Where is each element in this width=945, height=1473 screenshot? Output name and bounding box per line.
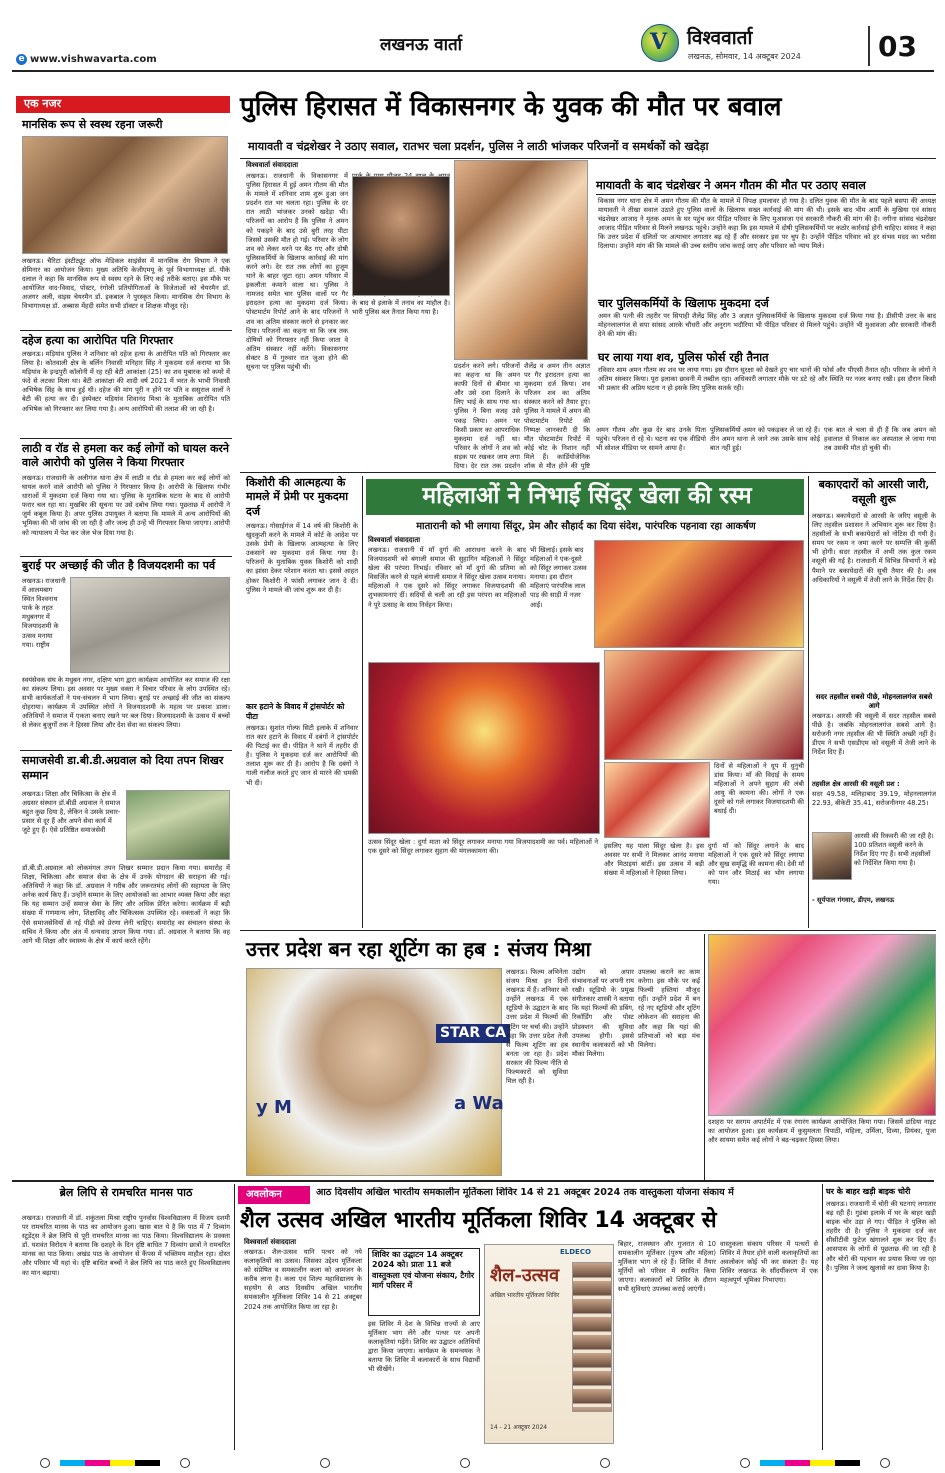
mayawati-headline: मायावती के बाद चंद्रशेखर ने अमन गौतम की मौत पर उठाए सवाल	[596, 178, 866, 192]
main-bottom-rule	[240, 472, 936, 473]
s2-body: लखनऊ। मड़ियांव पुलिस ने शनिवार को दहेज हत्या के आरोपित पति को गिरफ्तार कर लिया है। कोतवाली क्षेत्र के बर्लिन निवासी मनिहार सिंह ने मुकदमा दर्ज कराया था कि मड़ियांव के इन्द्रपुरी कॉलोनी में रह रही बेटी आकांक्षा (25) का शव मुबारक को कमरे में फंदे से लटका मिला था। बेटी आकांक्षा की शादी वर्ष 2021 में भरत के भाभी निवासी अभिषेक सिंह के साथ हुई थी। दहेज की मांग पूरी न होने पर पति व ससुराल वालों ने बेटी की हत्या कर दी। इंस्पेक्टर मड़ियांव शिवानंद मिश्रा के मुताबिक आरोपित पति अभिषेक को गिरफ्तार कर लिया गया है। अन्य आरोपियों की तलाश की जा रही है।	[22, 350, 230, 413]
bottom-headline: शैल उत्सव अखिल भारतीय मूर्तिकला शिविर 14 अक्टूबर से	[240, 1208, 717, 1233]
color-bar-2	[760, 1460, 860, 1466]
bottom-byline: विश्ववार्ता संवाददाता	[244, 1238, 297, 1246]
main-col2: के बाद से इलाके में तनाव का माहौल है। भारी पुलिस बल तैनात किया गया है।	[352, 299, 450, 317]
ghar-kar-headline: घर के बाहर खड़ी बाइक चोरी	[826, 1186, 911, 1196]
ghar-kar-body: लखनऊ। राजधानी में चोरी की घटनाएं लगातार बढ़ रही हैं। गुडंबा इलाके में घर के बाहर खड़ी बाइक चोर उड़ा ले गए। पीड़ित ने पुलिस को तहरीर दी है। पुलिस ने मुकदमा दर्ज कर सीसीटीवी फुटेज खंगालने शुरू कर दिए हैं। आसपास के लोगों से पूछताछ की जा रही है और चोरों की पहचान का प्रयास किया जा रहा है। पुलिस ने जल्द खुलासे का दावा किया है।	[826, 1200, 936, 1272]
bottom-col1: लखनऊ। शैल-उत्सव यानि पत्थर को नये कलाकृतियों का उत्सव। जिसका उद्देश्य मूर्तिकला को संप्रेषित व समकालीन कला को आमजन के करीब लाना है। कला एवं शिल्प महाविद्यालय के सहयोग से आठ दिवसीय अखिल भारतीय समकालीन मूर्तिकला शिविर 14 से 21 अक्टूबर 2024 तक आयोजित किया जा रहा है।	[244, 1248, 362, 1311]
main-sub-rule	[240, 158, 936, 159]
s4-photo	[70, 577, 230, 673]
dandiya-photo	[708, 934, 936, 1116]
dm-photo	[812, 832, 852, 880]
poster-title: शैल-उत्सव	[490, 1265, 560, 1286]
four-cops-body: अमन की पत्नी की तहरीर पर सिपाही शैलेंद्र सिंह और 3 अज्ञात पुलिसकर्मियों के खिलाफ मुकदमा दर्ज किया गया है। डीसीपी उत्तर के बाद मोहनलालगंज से सपा सांसद आरके चौधरी और अनुराग भदौरिया भी पीड़ित परिवार से मिलने पहुंचे। उन्होंने भी मुआवजा और सरकारी नौकरी देने की मांग की।	[598, 312, 936, 339]
left-rule-4	[20, 750, 232, 751]
kishori-body: लखनऊ। गोसाईगंज में 14 वर्ष की किशोरी के खुदकुशी करने के मामले में कोर्ट के आदेश पर उसके प्रेमी के खिलाफ आत्महत्या के लिए उकसाने का मुकदमा दर्ज किया गया है। परिजनों के मुताबिक युवक किशोरी को शादी का झांसा देकर परेशान करता था। इससे आहत होकर किशोरी ने फांसी लगाकर जान दे दी। पुलिस ने मामले की जांच शुरू कर दी है।	[246, 522, 358, 594]
ek-nazar-tag: एक नजर	[16, 96, 230, 113]
bottom-strap: आठ दिवसीय अखिल भारतीय समकालीन मूर्तिकला शिविर 14 से 21 अक्टूबर 2024 तक वास्तुकला योजना संकाय में	[316, 1187, 734, 1198]
s1-body: लखनऊ। चैरिटा इंस्टीट्यूट ऑफ मेडिकल साइंसेस में मानसिक रोग विभाग ने एक सेमिनार का आयोजन किया। मुख्य अतिथि केजीएमयू के पूर्व विभागाध्यक्ष डॉ. पीके दलाल ने कहा कि मानसिक रूप से स्वस्थ रहने के लिए कई तरीके बताए। इस मौके पर आयोजित वाद-विवाद, पोस्टर, रंगोली प्रतियोगिताओं के विजेताओं को चेयरमैन डॉ. अजगर अली, वाइस चेयरमैन डॉ. इकबाल ने पुरस्कृत किया। मानसिक रोग विभाग के विभागाध्यक्ष डॉ. अब्बास मेंहदी समेत सभी डॉक्टर व शिक्षक मौजूद रहे।	[22, 257, 230, 311]
sindoor-headline: महिलाओं ने निभाई सिंदूर खेला की रस्म	[422, 483, 752, 509]
bakayedar-sub-headline: सदर तहसील सबसे पीछे, मोहनलालगंज सबसे आगे	[815, 692, 933, 711]
s5-body: डॉ.बी.डी.अग्रवाल को लोकमंगल तपन शिखर सम्मान प्रदान किया गया। समारोह में शिक्षा, चिकित्सा और समाज सेवा के क्षेत्र में उनके योगदान की सराहना की गई। अतिथियों ने कहा कि डॉ. अग्रवाल ने गरीब और जरूरतमंद लोगों की सहायता के लिए अनेक कार्य किए हैं। उन्होंने सम्मान के लिए आयोजकों का आभार व्यक्त किया और कहा कि यह सम्मान उन्हें समाज सेवा के लिए और अधिक प्रेरित करेगा। कार्यक्रम में बड़ी संख्या में गणमान्य लोग, शिक्षाविद् और चिकित्सक उपस्थित रहे। वक्ताओं ने कहा कि ऐसे समाजसेवियों से नई पीढ़ी को प्रेरणा लेनी चाहिए। समारोह का संचालन संस्था के सचिव ने किया और अंत में धन्यवाद ज्ञापन किया गया। डॉ. अग्रवाल ने बताया कि वह आगे भी शिक्षा और स्वास्थ्य के क्षेत्र में कार्य करते रहेंगे।	[22, 864, 230, 945]
sindoor-col5: दुर्गा माँ को सिंदूर लगाने के बाद महिलाओं ने एक दूसरे को सिंदूर लगाया और सुख समृद्धि की कामना की। देवी माँ को पान और मिठाई का भोग लगाया गया।	[708, 842, 804, 887]
bakayedar-quote-by: - सूर्यपाल गंगवार, डीएम, लखनऊ	[812, 896, 895, 904]
s4-body: स्वयंसेवक संघ के मधुबन नगर, दक्षिण भाग द्वारा कार्यक्रम आयोजित कर समाज की रक्षा का संकल्प लिया। इस अवसर पर मुख्य वक्ता ने विचार परिवार के लोग उपस्थित रहे। सभी कार्यकर्ताओं ने पथ-संचलन में भाग लिया। बुराई पर अच्छाई की जीत का संकल्प दोहराया। कार्यक्रम में उपस्थित लोगों ने विजयादशमी के महत्व पर प्रकाश डाला। अतिथियों ने समाज में एकता बनाए रखने पर बल दिया। विजयादशमी के उत्सव में बच्चों से लेकर बुजुर्गों तक ने हिस्सा लिया और देश सेवा का संकल्प लिया।	[22, 676, 230, 730]
reg-mark-2	[180, 1458, 190, 1468]
bottom-col3: बिहार, राजस्थान और गुजरात से 10 समकालीन मूर्तिकार (पुरुष और महिला) मूर्तिकार भाग ले रहे हैं। शिविर में तैयार मूर्तियों को परिसर में स्थापित किया जाएगा। कलाकारों को शिविर के दौरान सभी सुविधाएं उपलब्ध कराई जाएंगी।	[618, 1240, 716, 1294]
website-url[interactable]: www.vishwavarta.com	[30, 54, 157, 65]
ghar-laya-body: रविवार शाम अमन गौतम का शव घर लाया गया। इस दौरान सुरक्षा को देखते हुए चार थानों की फोर्स और पीएसी तैनात रही। परिवार के लोगों ने अंतिम संस्कार किया। पूरा इलाका छावनी में तब्दील रहा। अधिकारी लगातार मौके पर डटे रहे और स्थिति पर नजर बनाए रखी। इस दौरान किसी भी प्रकार की अप्रिय घटना न हो इसके लिए पुलिस सतर्क रही।	[598, 366, 936, 393]
sindoor-col3: दिनों से महिलाओं ने धूप में धुनुची डांस किया। माँ की विदाई के समय महिलाओं ने अपने सुहाग की लंबी आयु की कामना की। लोगों ने एक दूसरे को गले लगाकर विजयादशमी की बधाई दी।	[714, 762, 804, 816]
sindoor-photo-top	[594, 540, 804, 648]
brand-name: विश्ववार्ता	[687, 27, 753, 49]
sindoor-photo-small	[604, 762, 710, 838]
left-rule-1	[20, 330, 232, 331]
main-subhead: मायावती व चंद्रशेखर ने उठाए सवाल, रातभर चला प्रदर्शन, पुलिस ने लाठी भांजकर परिजनों व समर्थकों को खदेड़ा	[248, 140, 709, 153]
website-icon: e	[16, 54, 27, 65]
kishori-vrule	[362, 476, 363, 928]
left-rule-2	[20, 438, 232, 439]
reg-mark-3	[320, 1458, 330, 1468]
mayawati-body: विकास नगर थाना क्षेत्र में अमन गौतम की मौत के मामले में विपक्ष हमलावर हो गया है। दलित युवक की मौत के बाद पहले बसपा की अध्यक्ष मायावती ने तीखा सवाल उठाते हुए पुलिस वालों के खिलाफ सख्त कार्रवाई की मांग की थी। इसके बाद भीम आर्मी के मुखिया एवं सांसद चंद्रशेखर आजाद ने मृतक अमन के घर पहुंच कर पीड़ित परिवार के लिए मुआवजा एवं सरकारी नौकरी की मांग की है। नगीना सांसद चंद्रशेखर आजाद पीड़ित परिवार से मिलने लखनऊ पहुंचे। उन्होंने कहा कि इस मामले में दोषी पुलिसकर्मियों पर कठोर कार्रवाई होनी चाहिए। सांसद ने कहा कि उत्तर प्रदेश में दलितों पर अत्याचार लगातार बढ़ रहे हैं और सरकार इस पर चुप है। उन्होंने पीड़ित परिवार को हर संभव मदद का भरोसा दिलाया। उन्होंने मांग की कि मामले की उच्च स्तरीय जांच कराई जाए और परिवार को न्याय मिले।	[598, 197, 936, 251]
main-col1: लखनऊ। राजधानी के विकासनगर में पुलिस हिरासत में हुई अमन गौतम की मौत के मामले में शनिवार शाम शुरू हुआ जन प्रदर्शन रात भर चलता रहा। पुलिस के दर रात लाठी भांजकर उनको खदेड़ा भी। परिजनों का आरोप है कि पुलिस ने अमन को पकड़ने के बाद उसे बुरी तरह पीटा जिससे उसकी मौत हो गई। परिवार के लोग शव को लेकर धरने पर बैठ गए और दोषी पुलिसकर्मियों के खिलाफ कार्रवाई की मांग करने लगे। देर रात तक लोगों का हुजूम थाने के बाहर जुटा रहा। अमन परिवार में इकलौता कमाने वाला था। पुलिस ने नामजद समेत चार पुलिस वालों पर गैर इरादतन हत्या का मुकदमा दर्ज किया। पोस्टमार्टम रिपोर्ट आने के बाद परिजनों ने शव का अंतिम संस्कार करने से इनकार कर दिया। परिजनों का कहना था कि जब तक दोषियों को गिरफ्तार नहीं किया जाता वे अंतिम संस्कार नहीं करेंगे। विकासनगर सेक्टर 8 में गुरुवार रात जुआ होने की सूचना पर पुलिस पहुंची थी।	[246, 172, 348, 371]
poster-sub: अखिल भारतीय मूर्तिकला शिविर	[490, 1292, 560, 1299]
main-headline: पुलिस हिरासत में विकासनगर के युवक की मौत पर बवाल	[240, 92, 782, 122]
reg-mark-1	[40, 1458, 50, 1468]
poster-logo: ELDECO	[560, 1248, 591, 1256]
star-banner-text3: y M	[256, 1097, 292, 1118]
s5-photo	[126, 790, 230, 860]
main-photo-face	[352, 176, 450, 296]
ghar-laya-bottom-b: पुलिसकर्मियों अमन को पकड़कर ले जा रहे हैं। तीन अमन थाना ले जाने तक उसके साथ कोई बात नहीं हुई।	[710, 426, 820, 453]
bottom-col4: वास्तुकला संकाय परिसर में पत्थरों से शिविर में तैयार होने वाली कलाकृतियों का अवलोकन कोई भी कर सकता है। यह शिविर लखनऊ के सौंदर्यीकरण में एक महत्वपूर्ण भूमिका निभाएगा।	[720, 1240, 818, 1285]
bakayedar-headline: बकाएदारों को आरसी जारी, वसूली शुरू	[818, 478, 930, 506]
left-rule-3	[20, 556, 232, 557]
bottom-col2: इस शिविर में देश के विभिन्न राज्यों से आए मूर्तिकार भाग लेंगे और पत्थर पर अपनी कलाकृतियां गढ़ेंगे। शिविर का उद्घाटन अतिथियों द्वारा किया जाएगा। कार्यक्रम के समन्वयक ने बताया कि शिविर में कलाकारों के साथ विद्यार्थी भी सीखेंगे।	[368, 1320, 480, 1374]
sanjay-photo	[246, 968, 502, 1176]
up-vrule	[704, 934, 705, 1180]
dateline: लखनऊ, सोमवार, 14 अक्टूबर 2024	[688, 52, 801, 61]
sindoor-col1: लखनऊ। राजधानी में माँ दुर्गा की आराधना करने के बाद विजयादशमी को बंगाली समाज की सुहागिन महिलाओं ने सिंदूर खेला की परंपरा निभाई। रविवार को माँ दुर्गा की प्रतिमा को विसर्जित करने से पहले बंगाली समाज ने सिंदूर खेला उत्सव मनाया। महिलाओं ने एक दूसरे को सिंदूर लगाकर विजयादशमी की शुभकामनाएं दीं। सदियों से चली आ रही इस परंपरा का महिलाओं ने पूरे उत्साह के साथ निर्वहन किया।	[368, 546, 526, 609]
s4-body-top: लखनऊ। राजधानी में आलमबाग स्थित विश्वनाथ पार्क के तहत मधुबनगर में विजयादशमी के उत्सव मनाया गया। राष्ट्रीय	[22, 577, 66, 649]
masthead-rule	[12, 70, 934, 72]
bakayedar-sub-body: लखनऊ। आरसी की वसूली में सदर तहसील सबसे पीछे है। जबकि मोहनलालगंज सबसे आगे है। सरोजनी नगर तहसील की भी स्थिति अच्छी नहीं है। डीएम ने सभी एसडीएम को वसूली में तेजी लाने के निर्देश दिए हैं।	[812, 712, 936, 757]
edition-name: लखनऊ वार्ता	[380, 35, 463, 55]
main-col3: प्रदर्शन करने लगे। परिजनों का कहना था कि अमन काफी दिनों से बीमार था और उसे दवा दिलाने के लिए भाई के साथ गया था। पुलिस ने बिना वजह उसे पकड़ लिया। अमन पर किसी प्रकार का आपराधिक मुकदमा दर्ज नहीं था। परिवार के लोगों ने शव को सड़क पर रखकर जाम लगा दिया। देर रात तक प्रदर्शन	[454, 362, 520, 470]
page-number: 03	[878, 30, 917, 63]
bakayedar-stats: सदर 49.58, मलिहाबाद 39.19, मोहनलालगंज 22.93, बीकेटी 35.41, सरोजनीनगर 48.25।	[812, 790, 936, 808]
up-col1: लखनऊ। फिल्म अभिनेता संजय मिश्रा इन दिनों लखनऊ में हैं। शनिवार को उन्होंने लखनऊ में एक स्टूडियो के उद्घाटन के बाद उत्तर प्रदेश में फिल्मों की शूटिंग पर चर्चा की। उन्होंने कहा कि उत्तर प्रदेश तेजी से फिल्म शूटिंग का हब बनता जा रहा है। प्रदेश सरकार की फिल्म नीति से फिल्मकारों को सुविधा मिल रही है।	[506, 968, 568, 1086]
sindoor-vrule	[808, 476, 809, 928]
s1-photo	[22, 136, 228, 254]
s1-headline: मानसिक रूप से स्वस्थ रहना जरूरी	[22, 118, 163, 131]
reg-mark-5	[600, 1458, 610, 1468]
s5-headline: समाजसेवी डा.बी.डी.अग्रवाल को दिया तपन शिखर सम्मान	[22, 754, 224, 782]
reg-mark-7	[880, 1458, 890, 1468]
reg-mark-4	[460, 1458, 470, 1468]
bakayedar-quote: आरसी की रिकवरी की जा रही है। 100 प्रतिशत वसूली करने के निर्देश दिए गए हैं। सभी तहसीलों को निर्देशित किया गया है।	[854, 832, 934, 868]
up-col3: उपलब्ध कराने का काम करेगा। इस मौके पर कई फिल्मी हस्तियां मौजूद रहीं। उन्होंने प्रदेश में बन रहे नए स्टूडियो और शूटिंग लोकेशन की सराहना की और कहा कि यहां की प्रतिभाओं को बड़ा मंच मिलेगा।	[638, 968, 700, 1049]
ghar-laya-bottom-c: एक बात ले चला से ही हैं कि जब अमन को हवालात से निकाल कर अस्पताल ले जाया गया तब उसकी मौत हो चुकी थी।	[824, 426, 936, 453]
bottom-box-text: शिविर का उद्घाटन 14 अक्टूबर 2024 को। प्रातः 11 बजे वास्तुकला एवं योजना संकाय, टैगोर मार्ग परिसर में	[372, 1250, 475, 1291]
four-cops-headline: चार पुलिसकर्मियों के खिलाफ मुकदमा दर्ज	[598, 296, 769, 310]
avalokan-tag: अवलोकन	[238, 1186, 310, 1204]
s3-headline: लाठी व रॉड से हमला कर कई लोगों को घायल करने वाले आरोपी को पुलिस ने किया गिरफ्तार	[22, 442, 230, 470]
star-banner-text2: a Wa	[454, 1093, 504, 1114]
masthead-divider	[868, 26, 870, 66]
sindoor-col4: इसलिए यह पाला सिंदूर खेला है। इस अवसर पर सभी ने मिलकर आनंद मनाया और मिठाइयां बांटीं। इस उत्सव में बड़ी संख्या में महिलाओं ने हिस्सा लिया।	[604, 842, 704, 878]
up-shooting-headline: उत्तर प्रदेश बन रहा शूटिंग का हब : संजय मिश्रा	[246, 937, 591, 961]
sindoor-byline: विश्ववार्ता संवाददाता	[368, 536, 421, 544]
dandiya-caption: दशहरा पर सरगम अपार्टमेंट में एक रंगारंग कार्यक्रम आयोजित किया गया। जिसमें डांडिया नाइट का आयोजन हुआ। इस कार्यक्रम में कुसुमलता त्रिपाठी, महिला, उर्मिला, दिव्या, प्रियंका, पूजा और सायमा समेत कई लोगों ने बढ़-चढ़कर हिस्सा लिया।	[708, 1118, 936, 1145]
sindoor-subhead: मातारानी को भी लगाया सिंदूर, प्रेम और सौहार्द का दिया संदेश, पारंपरिक पहनावा रहा आकर्षण	[416, 521, 756, 532]
sindoor-caption: उत्सव सिंदूर खेला : दुर्गा माता को सिंदूर लगाकर मनाया गया विजयादशमी का पर्व। महिलाओं ने एक दूसरे को सिंदूर लगाकर सुहाग की मंगलकामना की।	[368, 838, 598, 856]
bottom-top-rule	[12, 1180, 934, 1182]
ghar-laya-bottom-a: अमन गौतम और कुछ देर बाद उनके पिता पहुंचे। परिजन रो रहे थे। घटना का एक वीडियो भी सोशल मीडिया पर सामने आया है।	[596, 426, 706, 453]
mid-rule	[240, 930, 936, 931]
bakayedar-stats-label: तहसील क्षेत्र आरसी की वसूली प्रश :	[812, 780, 900, 788]
up-col2: उद्योग को अपार संभावनाओं पर अपनी राय रखी। स्टूडियो के प्रमुख संगीतकार शास्त्री ने बताया कि यहां फिल्मों की डबिंग, रिकॉर्डिंग और पोस्ट प्रोडक्शन की सुविधा उपलब्ध होगी। इससे स्थानीय कलाकारों को भी मौका मिलेगा।	[572, 968, 634, 1058]
s5-body-top: लखनऊ। शिक्षा और चिकित्सा के क्षेत्र में अग्रसर संस्थान डॉ.बीडी अग्रवाल ने समाज बहुत कुछ दिया है, लेकिन वे उसके प्रचार-प्रसार से दूर हैं और अपने सेवा कार्य में जुटे हुए हैं। ऐसे प्रतिष्ठित समाजसेवी	[22, 790, 121, 835]
ghar-laya-headline: घर लाया गया शव, पुलिस फोर्स रही तैनात	[598, 350, 769, 364]
star-banner-text: STAR CA	[436, 1024, 510, 1043]
kishori-headline: किशोरी की आत्महत्या के मामले में प्रेमी पर मुकदमा दर्ज	[246, 476, 349, 518]
main-col4: शैलेंद्र व अमन तीन अज्ञात पर गैर इरादतन हत्या का मुकदमा दर्ज किया। शव परिजन शव का अंतिम संस्कार करने को तैयार हुए। पुलिस ने मामले में अमन की पोस्टमार्टम रिपोर्ट की निष्पक्ष जानकारी दी कि मौत पोस्टमार्टम रिपोर्ट में कोई चोट के निशान नहीं मिले हैं। कार्डियोजेनिक शॉक से मौत होने की पुष्टि	[524, 362, 590, 470]
s3-body: लखनऊ। राजधानी के अलीगंज थाना क्षेत्र में लाठी व रॉड से हमला कर कई लोगों को घायल करने वाले आरोपी को पुलिस ने गिरफ्तार किया है। आरोपी के खिलाफ गंभीर धाराओं में मुकदमा दर्ज किया गया था। पुलिस के मुताबिक घटना के बाद से आरोपी फरार चल रहा था। मुखबिर की सूचना पर उसे दबोच लिया गया। पूछताछ में आरोपी ने जुर्म कबूल किया है। अपर पुलिस उपायुक्त ने बताया कि मामले में अन्य आरोपियों की भूमिका की भी जांच की जा रही है और जल्द ही उन्हें भी गिरफ्तार किया जाएगा। आरोपी को न्यायालय में पेश कर जेल भेज दिया गया है।	[22, 474, 230, 537]
poster-photo-grid	[572, 1262, 612, 1412]
mayawati-rule	[596, 194, 936, 195]
poster-date: 14 - 21 अक्टूबर 2024	[490, 1424, 548, 1431]
bakayedar-body: लखनऊ। बकायेदारों से आरसी के जरिए वसूली के लिए तहसील प्रशासन ने अभियान शुरू कर दिया है। तहसीलों के सभी बकायेदारों को नोटिस दी गयी है। समय पर रकम न जमा करने पर सम्पत्ति की कुर्की भी होगी। सदर तहसील में अभी तक कुल रकम वसूली की गई है। राजधानी में विभिन्न विभागों ने बड़े पैमाने पर बकायेदारों की सूची तैयार की है। अब अधिकारियों ने वसूली में तेजी लाने के निर्देश दिए हैं।	[812, 512, 936, 584]
kishori-sub-headline: कार हटाने के विवाद में ट्रांसपोर्टर को पीटा	[246, 702, 345, 722]
color-bar	[60, 1460, 160, 1466]
brand-logo-letter: V	[650, 29, 668, 55]
bottom-vrule	[822, 1184, 823, 1450]
sindoor-photo-mid	[604, 650, 804, 760]
sindoor-photo-durga	[368, 662, 600, 834]
s2-headline: दहेज हत्या का आरोपित पति गिरफ्तार	[22, 334, 173, 347]
sindoor-col2: भी खिलाई। इसके बाद महिलाओं ने एक-दूसरे को सिंदूर लगाकर उत्सव मनाया। इस दौरान महिलाएं पारंपरिक लाल पाड़ की साड़ी में नजर आईं।	[530, 546, 587, 609]
s6-headline: ब्रेल लिपि से रामचरित मानस पाठ	[59, 1186, 193, 1199]
reg-mark-6	[740, 1458, 750, 1468]
main-byline: विश्ववार्ता संवाददाता	[246, 161, 299, 169]
s6-vrule	[234, 1184, 235, 1450]
s6-body: लखनऊ। राजधानी में डॉ. शकुंतला मिश्रा राष्ट्रीय पुनर्वास विश्वविद्यालय में विजय दशमी पर रामचरित मानस के पाठ का आयोजन हुआ। खास बात ये है कि पाठ में 7 दिव्यांग स्टूडेंट्स ने ब्रेल लिपि से पूरी रामचरित मानस का पाठ किया। विश्वविद्यालय के प्रवक्ता डॉ. यशवंत विरोदय ने बताया कि दशहरे के दिन दृष्टि बाधित 7 दिव्यांग छात्रों ने रामचरित मानस का पाठ किया। अखंड पाठ के आयोजन से कैंपस में भक्तिमय माहौल रहा। दोस्त और परिवार भी यहां थे। दृष्टि बाधित बच्चों ने ब्रेल लिपि का पाठ करते हुए विश्वविद्यालय का मान बढ़ाया।	[22, 1214, 230, 1277]
kishori-sub-body: लखनऊ। सुशांत गोल्फ सिटी इलाके में शनिवार रात कार हटाने के विवाद में दबंगों ने ट्रांसपोर्टर की पिटाई कर दी। पीड़ित ने थाने में तहरीर दी है। पुलिस ने मुकदमा दर्ज कर आरोपियों की तलाश शुरू कर दी है। आरोप है कि दबंगों ने गाली गलौज करते हुए जान से मारने की धमकी भी दी।	[246, 724, 358, 787]
main-photo-protest	[454, 160, 588, 360]
s4-headline: बुराई पर अच्छाई की जीत है विजयदशमी का पर्व	[22, 559, 216, 572]
